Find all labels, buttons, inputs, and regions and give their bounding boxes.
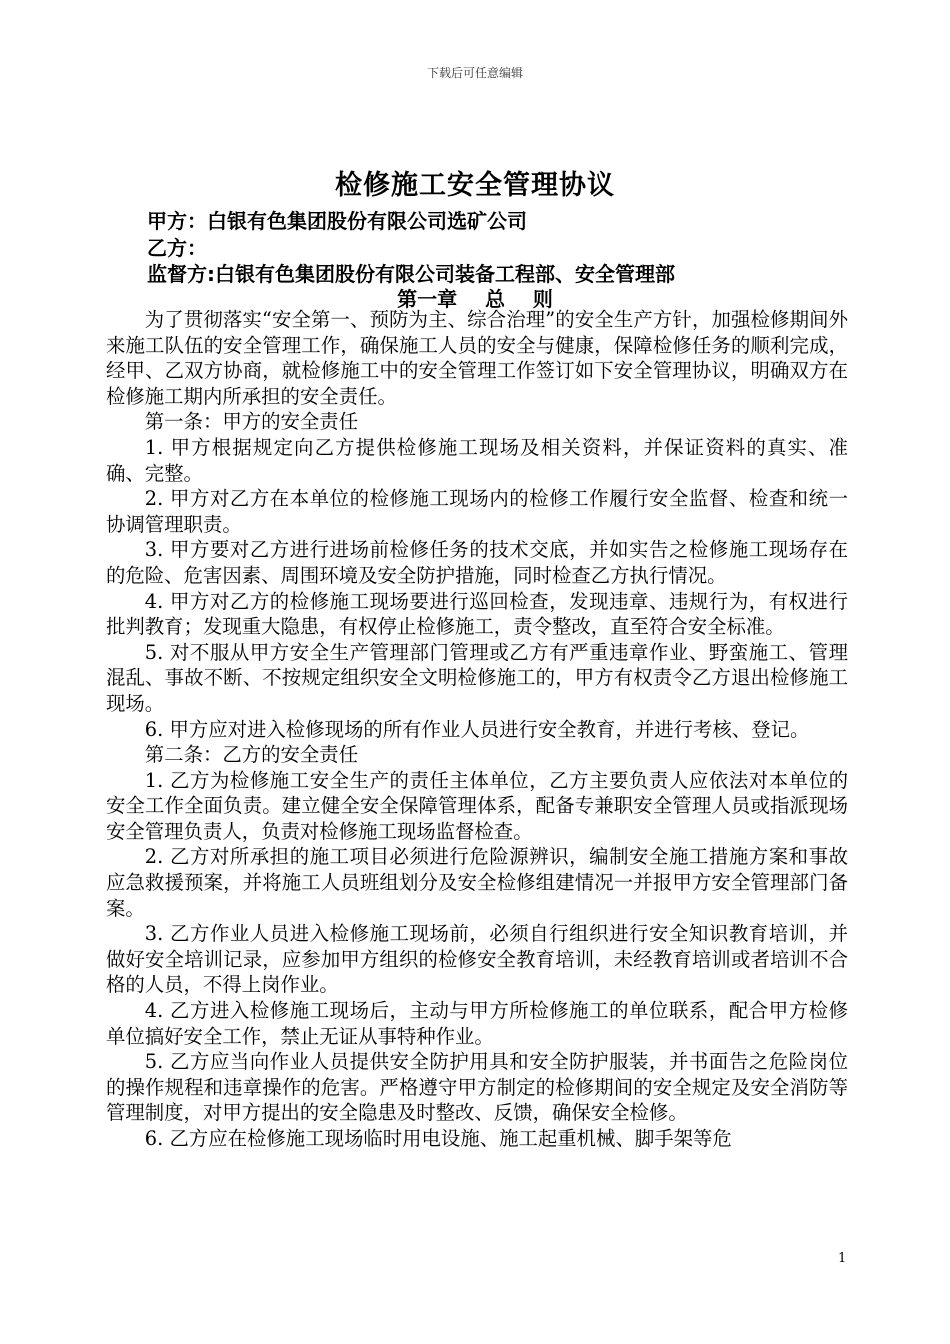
article-1-heading: 第一条：甲方的安全责任 (144, 410, 359, 434)
party-b-line: 乙方： (147, 236, 207, 260)
party-a-line: 甲方：白银有色集团股份有限公司选矿公司 (147, 209, 527, 233)
article-1-item: 5. 对不服从甲方安全生产管理部门管理或乙方有严重违章作业、野蛮施工、管理混乱、事故不断、不按规定组织安全文明检修施工的，甲方有权责令乙方退出检修施工现场。 (106, 640, 848, 715)
article-1-item: 3. 甲方要对乙方进行进场前检修任务的技术交底，并如实告之检修施工现场存在的危险、危害因素、周围环境及安全防护措施，同时检查乙方执行情况。 (106, 538, 848, 587)
document-title: 检修施工安全管理协议 (335, 170, 615, 201)
article-1-item: 2. 甲方对乙方在本单位的检修施工现场内的检修工作履行安全监督、检查和统一协调管理职责。 (106, 487, 848, 536)
article-2-item: 5. 乙方应当向作业人员提供安全防护用具和安全防护服装，并书面告之危险岗位的操作规程和违章操作的危害。严格遵守甲方制定的检修期间的安全规定及安全消防等管理制度，对甲方提出的安全隐患及时整改、反馈，确保安全检修。 (106, 1050, 848, 1125)
article-1-item: 1. 甲方根据规定向乙方提供检修施工现场及相关资料，并保证资料的真实、准确、完整。 (106, 435, 848, 485)
article-1-item: 6. 甲方应对进入检修现场的所有作业人员进行安全教育，并进行考核、登记。 (144, 717, 810, 741)
header-note: 下载后可任意编辑 (426, 66, 523, 80)
article-2-item: 3. 乙方作业人员进入检修施工现场前，必须自行组织进行安全知识教育培训，并做好安全培训记录，应参加甲方组织的检修安全教育培训，未经教育培训或者培训不合格的人员，不得上岗作业。 (106, 922, 848, 997)
article-2-item: 2. 乙方对所承担的施工项目必须进行危险源辨识，编制安全施工措施方案和事故应急救援预案，并将施工人员班组划分及安全检修组建情况一并报甲方安全管理部门备案。 (106, 845, 848, 920)
article-2-item: 4. 乙方进入检修施工现场后，主动与甲方所检修施工的单位联系，配合甲方检修单位搞好安全工作，禁止无证从事特种作业。 (106, 999, 848, 1048)
chapter-title: 第一章 总 则 (397, 287, 553, 311)
supervisor-line: 监督方:白银有色集团股份有限公司装备工程部、安全管理部 (147, 262, 675, 286)
intro-paragraph: 为了贯彻落实“安全第一、预防为主、综合治理”的安全生产方针，加强检修期间外来施工队伍的安全管理工作，确保施工人员的安全与健康，保障检修任务的顺利完成，经甲、乙双方协商，就检修施工中的安全管理工作签订如下安全管理协议，明确双方在检修施工期内所承担的安全责任。 (106, 308, 848, 408)
article-2-item: 1. 乙方为检修施工安全生产的责任主体单位，乙方主要负责人应依法对本单位的安全工作全面负责。建立健全安全保障管理体系，配备专兼职安全管理人员或指派现场安全管理负责人，负责对检修施工现场监督检查。 (106, 768, 848, 843)
document-body (106, 307, 848, 1152)
article-1-item: 4. 甲方对乙方的检修施工现场要进行巡回检查，发现违章、违规行为，有权进行批判教育；发现重大隐患，有权停止检修施工，责令整改，直至符合安全标准。 (106, 589, 848, 639)
article-2-item: 6. 乙方应在检修施工现场临时用电设施、施工起重机械、脚手架等危 (144, 1127, 732, 1150)
page-number: 1 (838, 1251, 847, 1266)
article-2-heading: 第二条：乙方的安全责任 (144, 743, 359, 767)
